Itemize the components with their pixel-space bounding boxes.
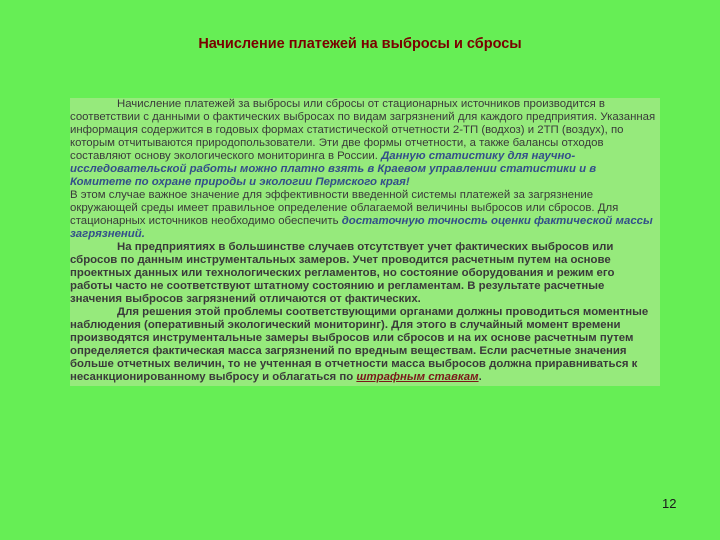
page-number: 12 <box>662 496 677 511</box>
paragraph-reporting-forms <box>70 98 658 189</box>
paragraph-enterprises: На предприятиях в большинстве случаев отсутствует учет фактических выбросов или сбросов по данным инструментальных замеров. Учет проводится расчетным путем на основе проектных данных или технологических регламентов, но состояние оборудования и режим его работы часто не соответствуют штатному состоянию и регламентам. В результате расчетные значения выбросов загрязнений отличаются от фактических. <box>70 241 615 305</box>
body-text-box <box>70 98 660 386</box>
paragraph-monitoring <box>70 306 658 384</box>
paragraph-accuracy <box>70 189 658 241</box>
paragraph-monitoring-end: . <box>478 371 482 383</box>
paragraph-reporting-forms-text: Начисление платежей за выбросы или сбросы от стационарных источников производится в соответствии с данными о фактических выбросах по видам загрязнений для каждого предприятия. Указанная информация содержится в годовых формах статистической отчетности 2-ТП (водхоз) и 2ТП (воздух), по которым отчитываются природопользователи. Эти две формы отчетности, а также балансы отходов составляют основу экологического мониторинга в России. <box>70 98 656 162</box>
penalty-rates-link[interactable]: штрафным ставкам <box>356 371 479 383</box>
paragraph-accuracy-text: В этом случае важное значение для эффективности введенной системы платежей за загрязнение окружающей среды имеет правильное определение облагаемой величины выбросов или сбросов. Для стационарных источников необходимо обеспечить <box>70 189 619 227</box>
paragraph-monitoring-text: Для решения этой проблемы соответствующими органами должны проводиться моментные наблюдения (оперативный экологический мониторинг). Для этого в случайный момент времени производятся инструментальные замеры выбросов или сбросов и на их основе расчетным путем определяется фактическая масса загрязнений по вредным веществам. Если расчетные значения больше отчетных величин, то не учтенная в отчетности масса выбросов должна приравниваться к несанкционированному выбросу и облагаться по <box>70 306 649 383</box>
statistics-source-note: Данную статистику для научно-исследовательской работы можно платно взять в Краевом управлении статистики и в Комитете по охране природы и экологии Пермского края! <box>70 150 597 188</box>
slide-title: Начисление платежей на выбросы и сбросы <box>198 36 522 52</box>
accuracy-emphasis: достаточную точность оценки фактической массы загрязнений. <box>70 215 653 240</box>
